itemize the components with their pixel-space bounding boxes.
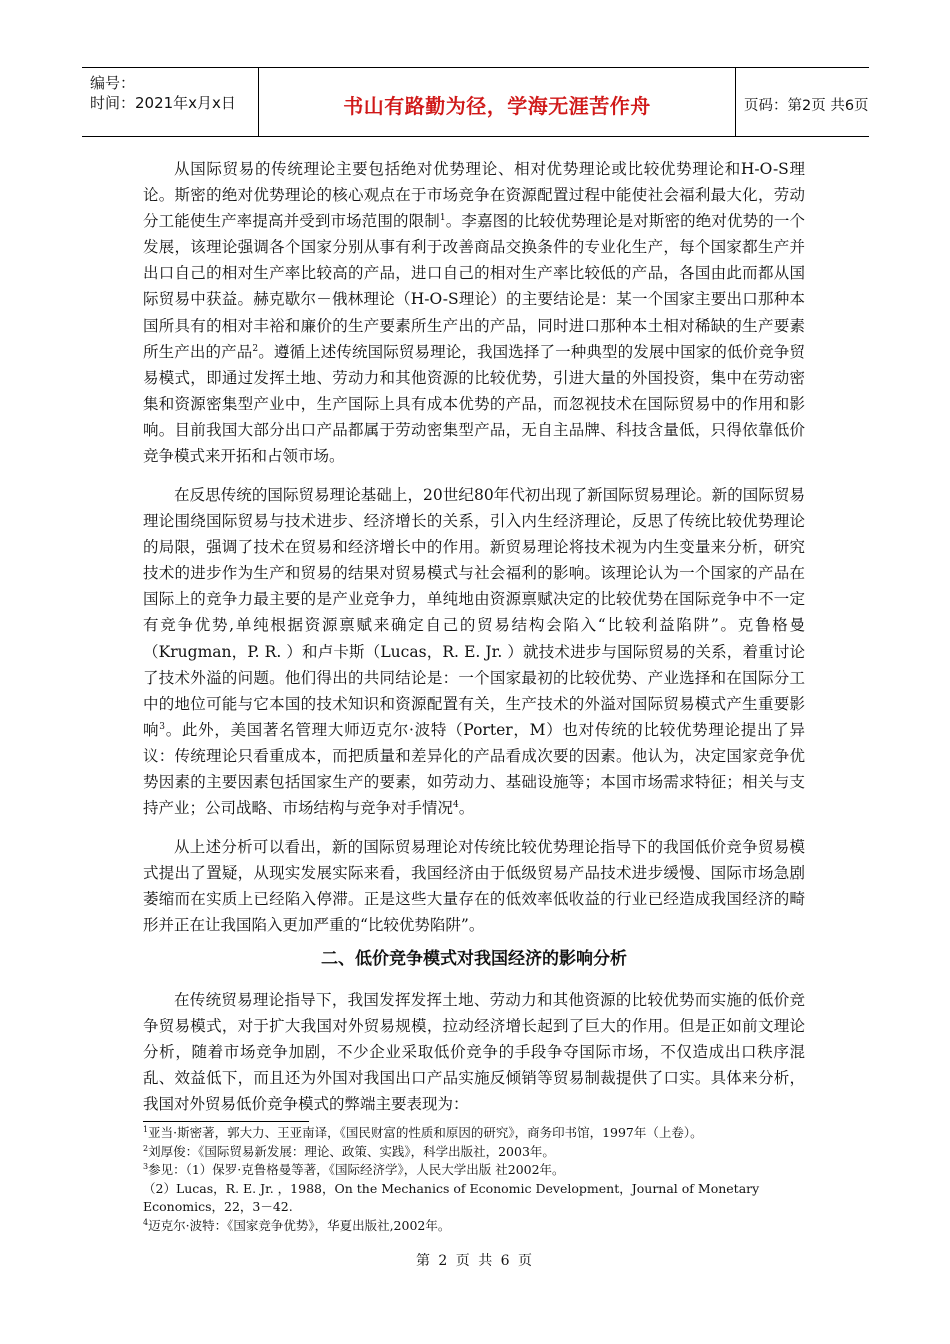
- paragraph-text: 。遵循上述传统国际贸易理论，我国选择了一种典型的发展中国家的低价竞争贸易模式，即通过发挥土地、劳动力和其他资源的比较优势，引进大量的外国投资，集中在劳动密集和资源密集型产业中，生产国际上具有成本优势的产品，而忽视技术在国际贸易中的作用和影响。目前我国大部分出口产品都属于劳动密集型产品，无自主品牌、科技含量低，只得依靠低价竞争模式来开拓和占领市场。: [143, 342, 805, 466]
- footnote-ref-4: 4: [453, 799, 459, 810]
- paragraph-text: 在反思传统的国际贸易理论基础上，20世纪80年代初出现了新国际贸易理论。新的国际贸易理论围绕国际贸易与技术进步、经济增长的关系，引入内生经济理论，反思了传统比较优势理论的局限，强调了技术在贸易和经济增长中的作用。新贸易理论将技术视为内生变量来分析，研究技术的进步作为生产和贸易的结果对贸易模式与社会福利的影响。该理论认为一个国家的产品在国际上的竞争力最主要的是产业竞争力，单纯地由资源禀赋决定的比较优势在国际竞争中不一定有竞争优势,单纯根据资源禀赋来确定自己的贸易结构会陷入“比较利益陷阱”。克鲁格曼（Krugman，P. R. ）和卢卡斯（Lucas，R. E. Jr. ）就技术进步与国际贸易的关系，着重讨论了技术外溢的问题。他们得出的共同结论是：一个国家最初的比较优势、产业选择和在国际分工中的地位可能与它本国的技术知识和资源配置有关，生产技术的外溢对国际贸易模式产生重要影响: [143, 486, 805, 739]
- footnote-4: [143, 1217, 833, 1236]
- footnote-3: [143, 1161, 833, 1180]
- header-page-cell: [736, 68, 869, 136]
- page-footer: 第 2 页 共 6 页: [415, 1253, 535, 1269]
- section-heading: 二、低价竞争模式对我国经济的影响分析: [321, 949, 627, 969]
- body-paragraph-1: [143, 156, 805, 469]
- footnote-3-continued: （2）Lucas，R. E. Jr. ，1988，On the Mechanics of Economic Development，Journal of Monetary: [143, 1180, 760, 1196]
- footnote-ref-3: 3: [159, 721, 165, 732]
- header-motto: 书山有路勤为径，学海无涯苦作舟: [343, 94, 651, 118]
- paragraph-text: 。: [458, 799, 475, 818]
- footnote-2: [143, 1143, 833, 1162]
- footnote-mark: 3: [143, 1162, 149, 1172]
- footnote-text: 刘厚俊：《国际贸易新发展：理论、政策、实践》，科学出版社，2003年。: [148, 1143, 555, 1159]
- paragraph-text: 。李嘉图的比较优势理论是对斯密的绝对优势的一个发展，该理论强调各个国家分别从事有利于改善商品交换条件的专业化生产，每个国家都生产并出口自己的相对生产率比较高的产品，进口自己的相对生产率比较低的产品，各国由此而都从国际贸易中获益。赫克歇尔－俄林理论（H-O-S理论）的主要结论是：某一个国家主要出口那种本国所具有的相对丰裕和廉价的生产要素所生产出的产品，同时进口那种本土相对稀缺的生产要素所生产出的产品: [143, 212, 805, 361]
- footnote-mark: 4: [143, 1217, 149, 1227]
- footnote-text: 参见：（1）保罗·克鲁格曼等著，《国际经济学》，人民大学出版 社2002年。: [148, 1162, 565, 1178]
- header-page-number: 页码：第2页 共6页: [744, 98, 869, 114]
- footnotes: [143, 1124, 833, 1236]
- footnote-text: 亚当·斯密著，郭大力、王亚南译，《国民财富的性质和原因的研究》，商务印书馆，1997年（上卷）。: [148, 1125, 703, 1140]
- header-meta-cell: [82, 68, 259, 136]
- paragraph-text: 。此外，美国著名管理大师迈克尔·波特（Porter，M）也对传统的比较优势理论提出了异议：传统理论只看重成本，而把质量和差异化的产品看成次要的因素。他认为，决定国家竞争优势因素的主要因素包括国家生产的要素，如劳动力、基础设施等；本国市场需求特征；相关与支持产业；公司战略、市场结构与竞争对手情况: [143, 720, 805, 818]
- document-header: [82, 67, 869, 137]
- paragraph-text: 从上述分析可以看出，新的国际贸易理论对传统比较优势理论指导下的我国低价竞争贸易模式提出了置疑，从现实发展实际来看，我国经济由于低级贸易产品技术进步缓慢、国际市场急剧萎缩而在实质上已经陷入停滞。正是这些大量存在的低效率低收益的行业已经造成我国经济的畸形并正在让我国陷入更加严重的“比较优势陷阱”。: [143, 838, 805, 935]
- paragraph-text: 从国际贸易的传统理论主要包括绝对优势理论、相对优势理论或比较优势理论和H-O-S理论。斯密的绝对优势理论的核心观点在于市场竞争在资源配置过程中能使社会福利最大化，劳动分工能使生产率提高并受到市场范围的限制: [143, 160, 805, 231]
- footnote-ref-1: 1: [439, 213, 446, 224]
- document-time-label: 时间：2021年x月x日: [90, 94, 236, 112]
- footnote-text: 迈克尔·波特：《国家竞争优势》，华夏出版社,2002年。: [148, 1217, 451, 1233]
- footnote-3-continued: Economics，22，3－42.: [143, 1199, 293, 1215]
- document-number-label: 编号：: [90, 74, 136, 92]
- footnote-ref-2: 2: [252, 343, 259, 354]
- body-paragraph-3: [143, 834, 805, 938]
- footnote-1: [143, 1124, 833, 1143]
- header-motto-cell: [259, 68, 736, 136]
- footnote-mark: 2: [143, 1143, 149, 1153]
- paragraph-text: 在传统贸易理论指导下，我国发挥发挥土地、劳动力和其他资源的比较优势而实施的低价竞争贸易模式，对于扩大我国对外贸易规模，拉动经济增长起到了巨大的作用。但是正如前文理论分析，随着市场竞争加剧，不少企业采取低价竞争的手段争夺国际市场，不仅造成出口秩序混乱、效益低下，而且还为外国对我国出口产品实施反倾销等贸易制裁提供了口实。具体来分析，我国对外贸易低价竞争模式的弊端主要表现为：: [143, 991, 805, 1114]
- body-paragraph-2: [143, 482, 805, 821]
- footnote-separator: [143, 1121, 309, 1122]
- footnote-mark: 1: [143, 1124, 149, 1134]
- body-paragraph-4: [143, 987, 805, 1117]
